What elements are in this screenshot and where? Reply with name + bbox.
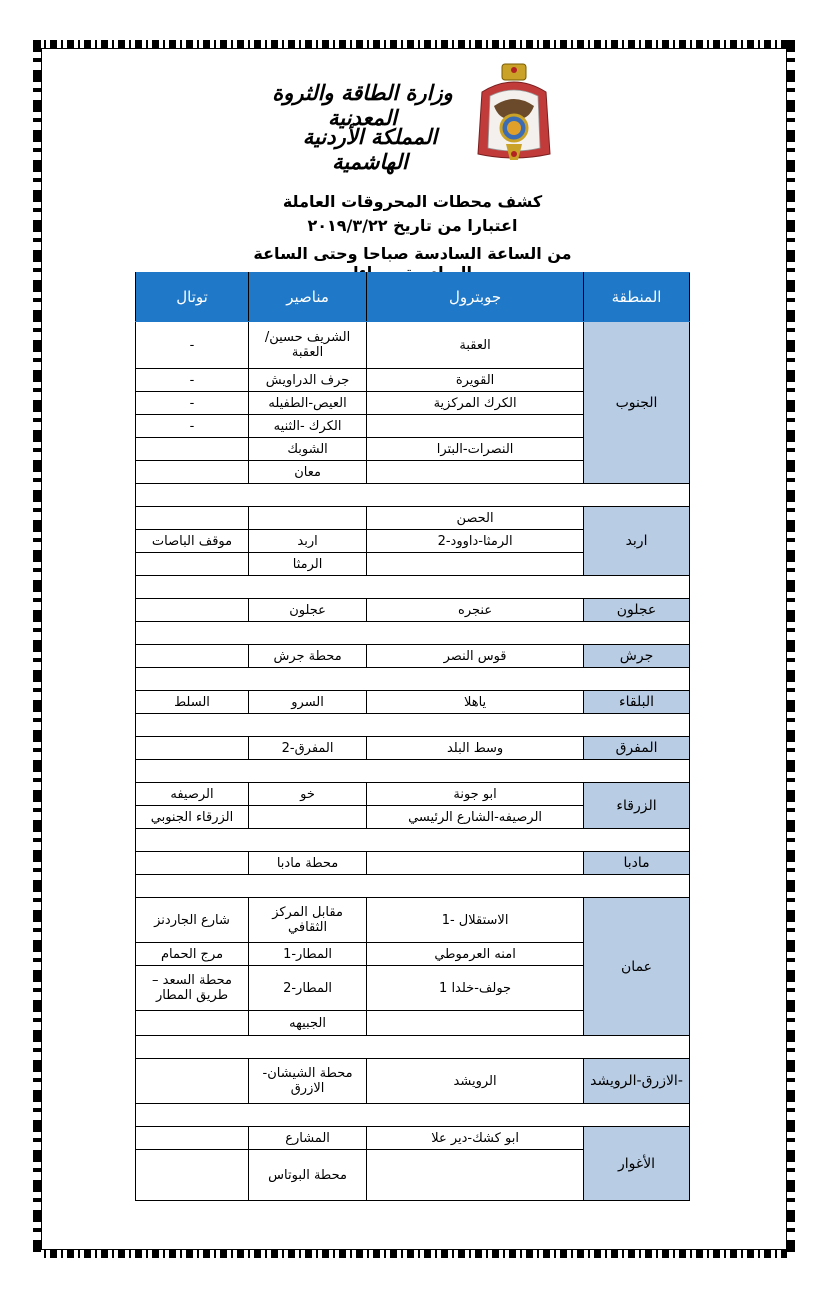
table-row [136, 507, 690, 530]
separator-cell [136, 668, 690, 691]
total-cell [136, 852, 249, 875]
table-header-row [136, 273, 690, 322]
separator-row [136, 484, 690, 507]
separator-cell [136, 829, 690, 852]
separator-row [136, 760, 690, 783]
region-cell: الأغوار [584, 1127, 690, 1201]
region-cell: اربد [584, 507, 690, 576]
table-row [136, 645, 690, 668]
jopetrol-cell: الكرك المركزية [367, 392, 584, 415]
manaseer-cell: محطة مادبا [249, 852, 367, 875]
jopetrol-cell: ابو كشك-دير علا [367, 1127, 584, 1150]
total-cell: محطة السعد – طريق المطار [136, 966, 249, 1011]
table-row [136, 737, 690, 760]
jopetrol-cell [367, 553, 584, 576]
total-cell [136, 1059, 249, 1104]
manaseer-cell: المشارع [249, 1127, 367, 1150]
total-cell: السلط [136, 691, 249, 714]
separator-row [136, 875, 690, 898]
jopetrol-cell: الاستقلال -1 [367, 898, 584, 943]
jopetrol-cell: قوس النصر [367, 645, 584, 668]
jopetrol-cell: الرويشد [367, 1059, 584, 1104]
separator-row [136, 1036, 690, 1059]
region-cell: عمان [584, 898, 690, 1036]
table-row [136, 852, 690, 875]
total-cell: - [136, 369, 249, 392]
manaseer-cell: الكرك -الثنيه [249, 415, 367, 438]
region-cell: عجلون [584, 599, 690, 622]
region-cell: البلقاء [584, 691, 690, 714]
jopetrol-cell: ابو جونة [367, 783, 584, 806]
jopetrol-cell: ياهلا [367, 691, 584, 714]
manaseer-cell: المفرق-2 [249, 737, 367, 760]
total-cell [136, 1127, 249, 1150]
manaseer-cell: محطة جرش [249, 645, 367, 668]
jopetrol-cell [367, 1011, 584, 1036]
region-cell: الجنوب [584, 322, 690, 484]
separator-row [136, 668, 690, 691]
border-top [33, 40, 795, 48]
fuel-stations-table [135, 272, 690, 1201]
jopetrol-cell [367, 1150, 584, 1201]
total-cell [136, 645, 249, 668]
region-cell: الزرقاء [584, 783, 690, 829]
header-jopetrol: جوبترول [367, 273, 584, 322]
document-title: كشف محطات المحروقات العاملة [282, 192, 543, 211]
border-left [33, 40, 41, 1258]
total-cell: - [136, 322, 249, 369]
ministry-name: وزارة الطاقة والثروة المعدنية [272, 80, 453, 130]
table-row [136, 691, 690, 714]
manaseer-cell: اربد [249, 530, 367, 553]
separator-cell [136, 875, 690, 898]
manaseer-cell: المطار-2 [249, 966, 367, 1011]
total-cell: مرج الحمام [136, 943, 249, 966]
manaseer-cell: مقابل المركز الثقافي [249, 898, 367, 943]
separator-row [136, 829, 690, 852]
total-cell [136, 438, 249, 461]
manaseer-cell [249, 507, 367, 530]
table-row [136, 1059, 690, 1104]
header-region: المنطقة [584, 273, 690, 322]
table-row [136, 898, 690, 943]
manaseer-cell: السرو [249, 691, 367, 714]
total-cell: - [136, 392, 249, 415]
jopetrol-cell: جولف-خلدا 1 [367, 966, 584, 1011]
header-manaseer: مناصير [249, 273, 367, 322]
separator-cell [136, 576, 690, 599]
table-row [136, 322, 690, 369]
total-cell: - [136, 415, 249, 438]
manaseer-cell: الرمثا [249, 553, 367, 576]
total-cell: شارع الجاردنز [136, 898, 249, 943]
jopetrol-cell [367, 415, 584, 438]
border-bottom [33, 1250, 795, 1258]
total-cell: موقف الباصات [136, 530, 249, 553]
manaseer-cell: العيص-الطفيله [249, 392, 367, 415]
table-row [136, 783, 690, 806]
jopetrol-cell: النصرات-البترا [367, 438, 584, 461]
border-right [787, 40, 795, 1258]
manaseer-cell: الجبيهه [249, 1011, 367, 1036]
manaseer-cell: الشوبك [249, 438, 367, 461]
coat-of-arms-icon [472, 62, 556, 166]
total-cell [136, 553, 249, 576]
jopetrol-cell: امنه العرموطي [367, 943, 584, 966]
separator-row [136, 576, 690, 599]
separator-row [136, 714, 690, 737]
jopetrol-cell: الحصن [367, 507, 584, 530]
separator-cell [136, 1036, 690, 1059]
region-cell: جرش [584, 645, 690, 668]
separator-cell [136, 484, 690, 507]
jopetrol-cell: الرصيفه-الشارع الرئيسي [367, 806, 584, 829]
region-cell: المفرق [584, 737, 690, 760]
total-cell [136, 737, 249, 760]
effective-date: اعتبارا من تاريخ ٢٠١٩/٣/٢٢ [307, 216, 518, 235]
jopetrol-cell [367, 461, 584, 484]
separator-cell [136, 622, 690, 645]
jopetrol-cell: وسط البلد [367, 737, 584, 760]
separator-cell [136, 1104, 690, 1127]
manaseer-cell: خو [249, 783, 367, 806]
total-cell: الرصيفه [136, 783, 249, 806]
jopetrol-cell [367, 852, 584, 875]
jopetrol-cell: الرمثا-داوود-2 [367, 530, 584, 553]
manaseer-cell: محطة البوتاس [249, 1150, 367, 1201]
jopetrol-cell: القويرة [367, 369, 584, 392]
total-cell [136, 599, 249, 622]
manaseer-cell: المطار-1 [249, 943, 367, 966]
total-cell [136, 507, 249, 530]
separator-row [136, 1104, 690, 1127]
jopetrol-cell: عنجره [367, 599, 584, 622]
total-cell [136, 1011, 249, 1036]
manaseer-cell: جرف الدراويش [249, 369, 367, 392]
table-row [136, 599, 690, 622]
region-cell: مادبا [584, 852, 690, 875]
total-cell [136, 1150, 249, 1201]
manaseer-cell: محطة الشيشان- الازرق [249, 1059, 367, 1104]
manaseer-cell: الشريف حسين/العقبة [249, 322, 367, 369]
header-total: توتال [136, 273, 249, 322]
separator-cell [136, 714, 690, 737]
table-row [136, 1127, 690, 1150]
manaseer-cell [249, 806, 367, 829]
operating-hours: من الساعة السادسة صباحا وحتى الساعة [253, 244, 572, 263]
region-cell: -الازرق-الرويشد [584, 1059, 690, 1104]
manaseer-cell: عجلون [249, 599, 367, 622]
jopetrol-cell: العقبة [367, 322, 584, 369]
total-cell: الزرقاء الجنوبي [136, 806, 249, 829]
total-cell [136, 461, 249, 484]
kingdom-name: المملكة الأردنية الهاشمية [302, 124, 438, 174]
separator-cell [136, 760, 690, 783]
manaseer-cell: معان [249, 461, 367, 484]
separator-row [136, 622, 690, 645]
